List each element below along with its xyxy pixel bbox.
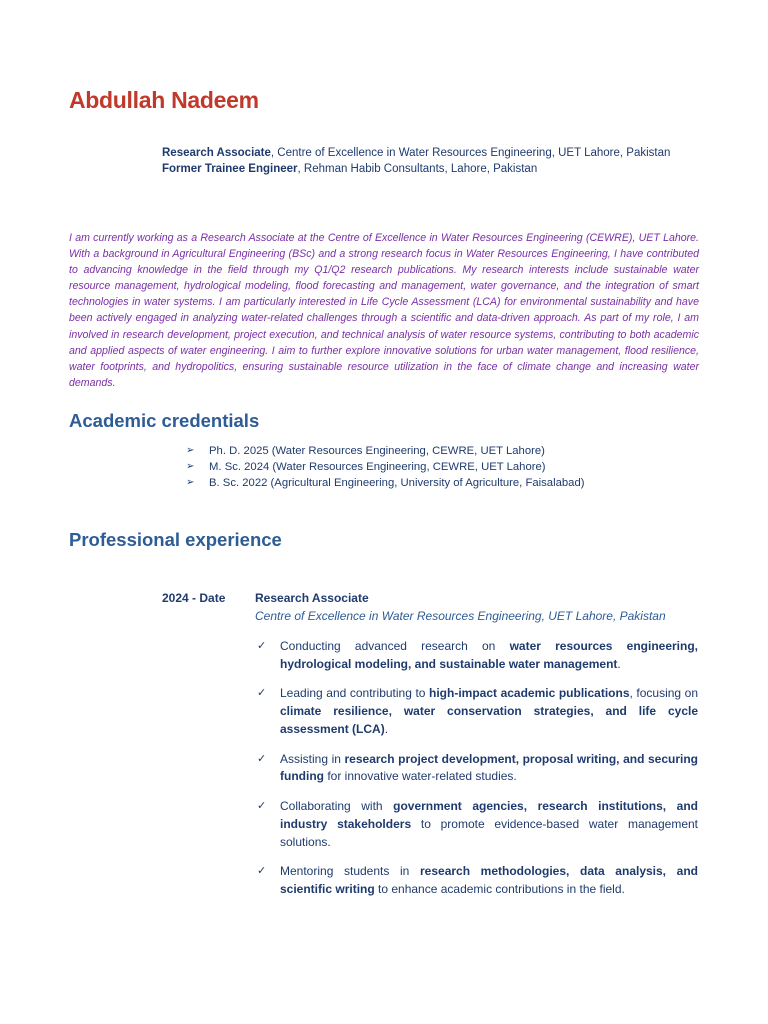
bold-text-run: government agencies, research institutions, and industry stakeholders	[280, 798, 699, 831]
roles-block	[162, 145, 670, 177]
arrowhead-bullet-icon: ➢	[186, 477, 195, 488]
text-run: .	[617, 656, 621, 671]
list-item	[255, 751, 698, 787]
text-run: to promote evidence-based water management solutions.	[280, 816, 698, 849]
role-line	[162, 161, 670, 177]
checkmark-icon: ✓	[257, 799, 267, 812]
person-name: Abdullah Nadeem	[69, 87, 259, 113]
checkmark-icon: ✓	[257, 640, 267, 652]
arrowhead-bullet-icon: ➢	[186, 445, 195, 456]
list-item	[255, 685, 698, 738]
list-item	[255, 863, 698, 899]
professional-experience-heading: Professional experience	[69, 529, 282, 550]
experience-bullet-list	[255, 638, 698, 911]
credential-text: Ph. D. 2025 (Water Resources Engineering, CEWRE, UET Lahore)	[209, 445, 545, 457]
summary-paragraph: I am currently working as a Research Associate at the Centre of Excellence in Water Resources Engineering (CEWRE), UET Lahore. With a background in Agricultural Engineering (BSc) and a strong research focus in Water Resources Engineering, I have contributed to advancing knowledge in the field through my Q1/Q2 research publications. My research interests include sustainable water resource management, hydrological modeling, flood forecasting and management, water governance, and the integration of smart technologies in water systems. I am particularly interested in Life Cycle Assessment (LCA) for environmental sustainability and have been actively engaged in analyzing water-related challenges through a scientific and data-driven approach. As part of my role, I am involved in research development, project execution, and technical analysis of water resource systems, contributing to both academic and applied aspects of water engineering. I aim to further explore innovative solutions for urban water management, flood resilience, water footprints, and hydropolitics, ensuring sustainable resource utilization in the face of climate change and increasing water demands.	[69, 232, 699, 389]
experience-date: 2024 - Date	[162, 591, 226, 605]
text-run: for innovative water-related studies.	[323, 769, 517, 784]
list-item	[255, 798, 698, 851]
bold-text-run: high-impact academic publications	[429, 686, 630, 701]
role-org: Rehman Habib Consultants, Lahore, Pakistan	[303, 163, 538, 175]
text-run: Collaborating with	[280, 798, 394, 813]
bold-text-run: research project development, proposal writing, and securing funding	[280, 751, 698, 784]
role-separator: ,	[270, 147, 278, 159]
role-title: Former Trainee Engineer	[162, 163, 298, 175]
list-item	[186, 443, 585, 459]
arrowhead-bullet-icon: ➢	[186, 461, 195, 472]
role-line	[162, 145, 670, 161]
list-item	[255, 638, 698, 674]
role-org: Centre of Excellence in Water Resources Engineering, UET Lahore, Pakistan	[277, 147, 671, 159]
academic-credentials-heading: Academic credentials	[69, 410, 260, 431]
bold-text-run: water resources engineering, hydrological modeling, and sustainable water management	[280, 639, 699, 671]
experience-organization: Centre of Excellence in Water Resources Engineering, UET Lahore, Pakistan	[255, 609, 666, 623]
text-run: .	[384, 721, 389, 736]
experience-title: Research Associate	[255, 591, 369, 605]
text-run: Leading and contributing to	[280, 686, 430, 701]
text-run: Conducting advanced research on	[280, 639, 510, 653]
text-run: to enhance academic contributions in the field.	[374, 881, 625, 896]
role-separator: ,	[297, 163, 304, 175]
checkmark-icon: ✓	[257, 865, 267, 878]
credential-text: B. Sc. 2022 (Agricultural Engineering, University of Agriculture, Faisalabad)	[209, 477, 585, 489]
checkmark-icon: ✓	[257, 752, 267, 765]
text-run: , focusing on	[629, 686, 698, 701]
academic-credentials-list	[186, 443, 585, 491]
role-title: Research Associate	[162, 147, 271, 159]
checkmark-icon: ✓	[257, 687, 267, 700]
text-run: Assisting in	[280, 751, 345, 766]
list-item	[186, 475, 585, 491]
bold-text-run: research methodologies, data analysis, and scientific writing	[280, 864, 698, 896]
text-run: Mentoring students in	[280, 864, 420, 879]
list-item	[186, 459, 585, 475]
credential-text: M. Sc. 2024 (Water Resources Engineering, CEWRE, UET Lahore)	[209, 461, 546, 473]
bold-text-run: climate resilience, water conservation strategies, and life cycle assessment (LCA)	[280, 704, 698, 736]
